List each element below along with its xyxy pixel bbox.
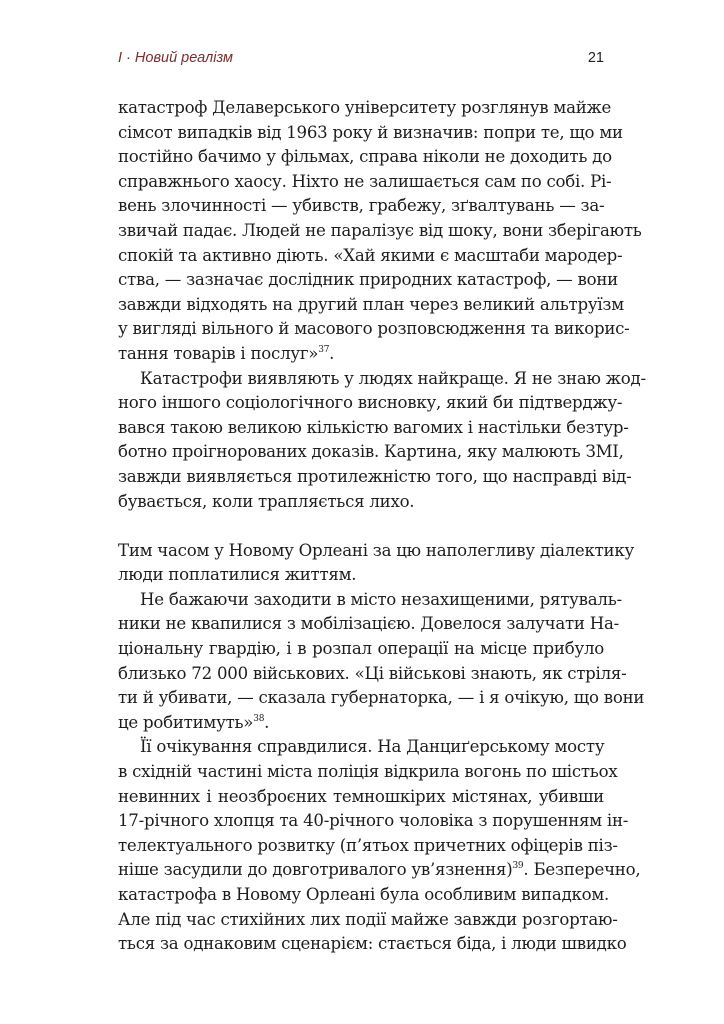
paragraph xyxy=(118,588,645,736)
page-header xyxy=(118,50,604,72)
text-segment: тання товарів і послуг» xyxy=(118,343,319,363)
text-line: катастрофа в Новому Орлеані була особливим випадком. xyxy=(118,885,610,904)
text-line: люди поплатилися життям. xyxy=(118,565,357,585)
text-line: це робитимуть»$^{38}$. xyxy=(118,712,270,732)
text-segment: . Безперечно, xyxy=(523,860,641,880)
text-line: телектуального розвитку (п’ятьох причетних офіцерів піз- xyxy=(118,835,618,855)
paragraph xyxy=(118,367,646,515)
text-line: невинних і неозброєних темношкірих містянах, убивши xyxy=(118,786,604,806)
text-line: постійно бачимо у фільмах, справа ніколи не доходить до xyxy=(118,147,612,167)
text-segment: ніше засудили до довготривалого ув’язнення) xyxy=(118,860,513,880)
text-line: у вигляді вільного й масового розповсюдження та викорис- xyxy=(118,319,630,339)
text-line xyxy=(118,858,641,883)
footnote-ref: 38 xyxy=(253,713,265,724)
text-line: тання товарів і послуг»$^{37}$. xyxy=(118,343,335,363)
text-line: спокій та активно діють. «Хай якими є масштаби мародер- xyxy=(118,245,623,265)
text-line: ники не квапилися з мобілізацією. Довелося залучати На- xyxy=(118,614,619,634)
paragraph xyxy=(118,539,634,588)
paragraph xyxy=(118,735,641,956)
page-number: 21 xyxy=(587,50,604,66)
text-line: бувається, коли трапляється лихо. xyxy=(118,491,415,511)
footnote-ref: 37 xyxy=(318,344,330,355)
text-line: завжди відходять на другий план через великий альтруїзм xyxy=(118,294,624,314)
text-line: ться за однаковим сценарієм: стається біда, і люди швидко xyxy=(118,934,627,954)
text-line: ства, — зазначає дослідник природних катастроф, — вони xyxy=(118,270,618,290)
text-line: завжди виявляється протилежністю того, що насправді від- xyxy=(118,466,632,486)
text-line: в східній частині міста поліція відкрила вогонь по шістьох xyxy=(118,762,618,782)
text-line: Катастрофи виявляють у людях найкраще. Я не знаю жод- xyxy=(140,368,646,388)
text-line: вень злочинності — убивств, грабежу, зґвалтувань — за- xyxy=(118,196,605,216)
paragraph xyxy=(118,96,642,367)
text-line: сімсот випадків від 1963 року й визначив: попри те, що ми xyxy=(118,122,623,142)
running-head: I · Новий реалізм xyxy=(118,50,233,66)
text-line: близько 72 000 військових. «Ці військові знають, як стріля- xyxy=(118,663,627,683)
text-line: Тим часом у Новому Орлеані за цю наполегливу діалектику xyxy=(118,540,634,560)
text-line: звичай падає. Людей не паралізує від шоку, вони зберігають xyxy=(118,220,642,240)
text-segment: це робитимуть» xyxy=(118,712,254,732)
section-break xyxy=(118,514,604,539)
text-line: Але під час стихійних лих події майже завжди розгортаю- xyxy=(118,909,618,929)
text-line: ботно проігнорованих доказів. Картина, яку малюють ЗМІ, xyxy=(118,442,624,462)
text-line: ного іншого соціологічного висновку, який би підтверджу- xyxy=(118,393,623,413)
text-line: катастроф Делаверського університету розглянув майже xyxy=(118,98,612,117)
text-line: Її очікування справдилися. На Данциґерському мосту xyxy=(140,737,605,757)
body-text xyxy=(118,96,646,957)
text-line: вався такою великою кількістю вагомих і настільки безтур- xyxy=(118,417,629,437)
text-line: ціональну гвардію, і в розпал операції на місце прибуло xyxy=(118,639,604,659)
footnote-ref: 39 xyxy=(512,861,524,872)
text-line: 17-річного хлопця та 40-річного чоловіка з порушенням ін- xyxy=(118,811,629,831)
text-line: справжнього хаосу. Ніхто не залишається сам по собі. Рі- xyxy=(118,171,612,191)
text-line: Не бажаючи заходити в місто незахищеними, рятуваль- xyxy=(140,589,622,609)
text-line: ти й убивати, — сказала губернаторка, — і я очікую, що вони xyxy=(118,688,645,708)
